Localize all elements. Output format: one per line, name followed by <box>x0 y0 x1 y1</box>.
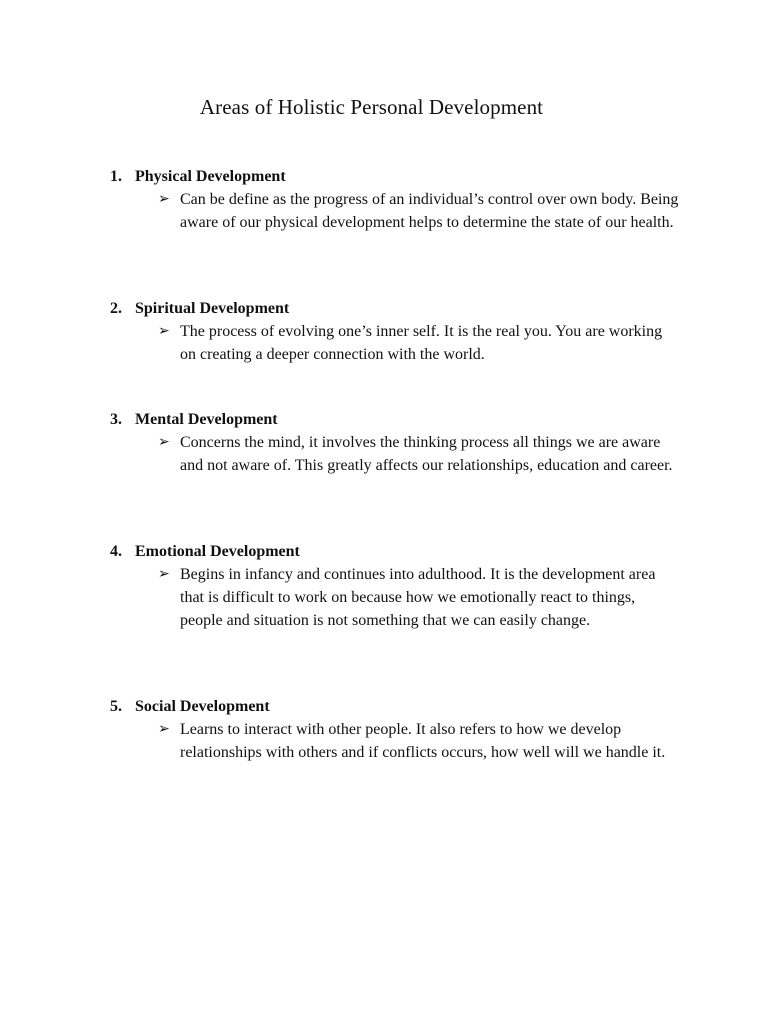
bullet-item <box>158 563 680 632</box>
document-title: Areas of Holistic Personal Development <box>199 95 544 119</box>
section-number: 3. <box>110 411 122 428</box>
bullet-item <box>158 188 680 234</box>
section-number: 2. <box>110 300 122 317</box>
section-title: Mental Development <box>135 411 278 428</box>
bullet-text: Begins in infancy and continues into adulthood. It is the development area that is difficult to work on because how we emotionally react to things, people and situation is not something that we can easily change. <box>180 566 656 629</box>
section-spiritual-development <box>110 297 690 366</box>
section-social-development <box>110 695 690 764</box>
section-title: Emotional Development <box>135 543 300 560</box>
section-number: 1. <box>110 168 122 185</box>
arrowhead-bullet-icon: ➢ <box>158 566 170 582</box>
section-title: Social Development <box>135 698 270 715</box>
arrowhead-bullet-icon: ➢ <box>158 721 170 737</box>
arrowhead-bullet-icon: ➢ <box>158 434 170 450</box>
section-heading <box>110 297 690 320</box>
section-title: Physical Development <box>135 168 286 185</box>
section-title: Spiritual Development <box>135 300 290 317</box>
bullet-text: Can be define as the progress of an individual’s control over own body. Being aware of our physical development helps to determine the state of our health. <box>180 191 679 231</box>
section-heading <box>110 408 690 431</box>
bullet-item <box>158 718 680 764</box>
section-heading <box>110 540 690 563</box>
section-heading <box>110 695 690 718</box>
section-heading <box>110 165 690 188</box>
bullet-item <box>158 320 680 366</box>
section-number: 5. <box>110 698 122 715</box>
bullet-text: Learns to interact with other people. It also refers to how we develop relationships with others and if conflicts occurs, how well will we handle it. <box>180 721 666 761</box>
bullet-text: Concerns the mind, it involves the thinking process all things we are aware and not aware of. This greatly affects our relationships, education and career. <box>180 434 673 474</box>
section-mental-development <box>110 408 690 477</box>
bullet-text: The process of evolving one’s inner self. It is the real you. You are working on creating a deeper connection with the world. <box>180 323 663 363</box>
section-emotional-development <box>110 540 690 632</box>
arrowhead-bullet-icon: ➢ <box>158 323 170 339</box>
arrowhead-bullet-icon: ➢ <box>158 191 170 207</box>
section-physical-development <box>110 165 690 234</box>
section-number: 4. <box>110 543 122 560</box>
bullet-item <box>158 431 680 477</box>
